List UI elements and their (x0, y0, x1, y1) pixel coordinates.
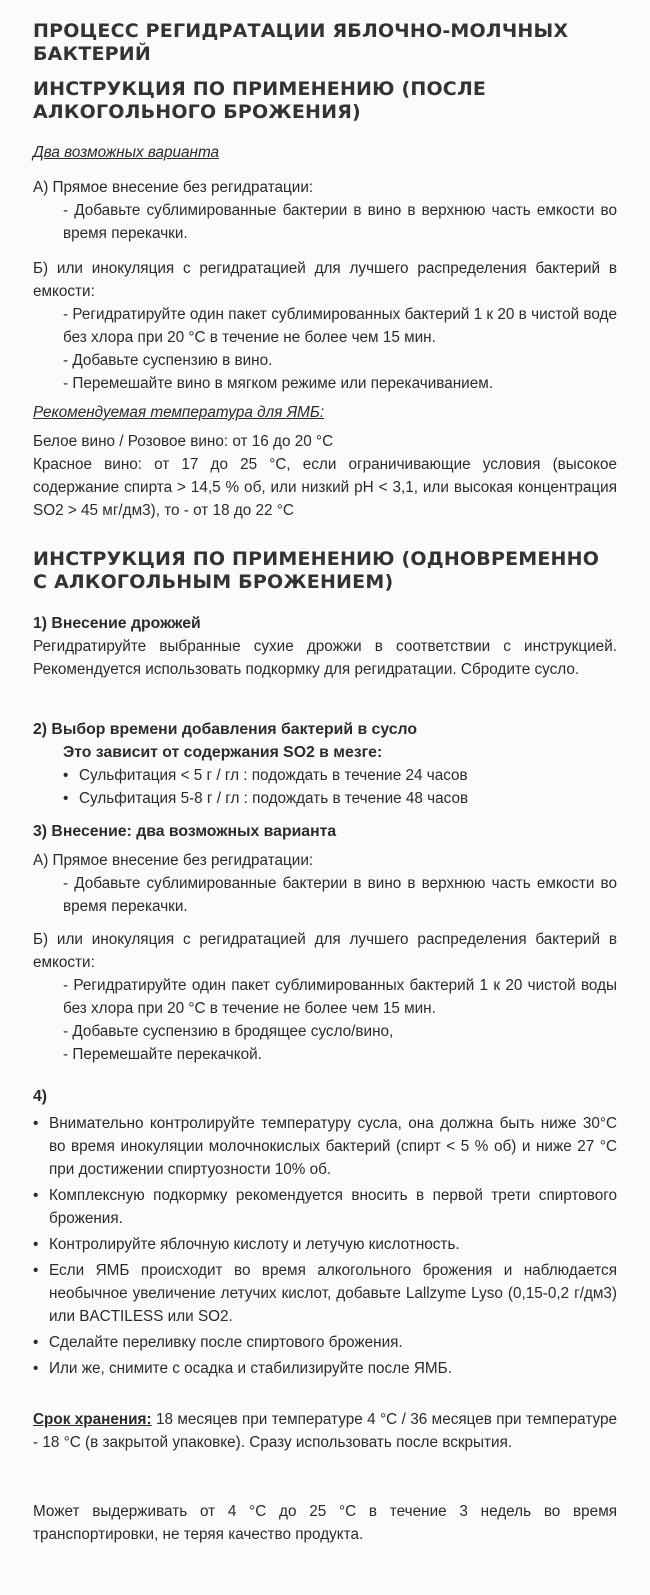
bullet-icon: • (33, 1360, 39, 1377)
temperature-title: Рекомендуемая температура для ЯМБ: (33, 404, 325, 421)
bullet-icon: • (33, 1187, 39, 1204)
step1 (33, 612, 617, 681)
list-item: • Сделайте переливку после спиртового брожения. (33, 1331, 617, 1354)
bullet-icon: • (33, 1334, 39, 1351)
step3-option-a-label: А) Прямое внесение без регидратации: (33, 852, 314, 869)
bullet-icon: • (63, 790, 69, 807)
step3-option-b-item: - Регидратируйте один пакет сублимированных бактерий 1 к 20 чистой воды без хлора при 20 °С в течение не более чем 15 мин. (63, 977, 617, 1017)
temperature-white: Белое вино / Розовое вино: от 16 до 20 °С (33, 433, 334, 450)
step3-option-a-item: - Добавьте сублимированные бактерии в вино в верхнюю часть емкости во время перекачки. (63, 875, 617, 915)
step3-option-b-item: - Перемешайте перекачкой. (63, 1046, 262, 1063)
option-b-label: Б) или инокуляция с регидратацией для лучшего распределения бактерий в емкости: (33, 260, 617, 300)
step3-option-b-item: - Добавьте суспензию в бродящее сусло/вино, (63, 1023, 394, 1040)
title-after-fermentation: ИНСТРУКЦИЯ ПО ПРИМЕНЕНИЮ (ПОСЛЕ АЛКОГОЛЬНОГО БРОЖЕНИЯ) (33, 78, 487, 123)
transport-block (33, 1500, 617, 1546)
two-options-subtitle: Два возможных варианта (33, 144, 220, 161)
step3-option-b-label: Б) или инокуляция с регидратацией для лучшего распределения бактерий в емкости: (33, 931, 617, 971)
step4 (33, 1085, 617, 1380)
step1-heading: 1) Внесение дрожжей (33, 615, 201, 632)
doc-title (33, 20, 617, 66)
list-item: • Если ЯМБ происходит во время алкогольного брожения и наблюдается необычное увеличение летучих кислот, добавьте Lallzyme Lyso (0,15-0,2 г/дм3) или BACTILESS или SO2. (33, 1259, 617, 1328)
bullet-icon: • (33, 1115, 39, 1132)
step3 (33, 820, 617, 1066)
title-regidration: ПРОЦЕСС РЕГИДРАТАЦИИ ЯБЛОЧНО-МОЛЧНЫХ БАКТЕРИЙ (33, 20, 569, 65)
list-item: • Контролируйте яблочную кислоту и летучую кислотность. (33, 1233, 617, 1256)
list-item: • Сульфитация 5-8 г / гл : подождать в течение 48 часов (33, 787, 617, 810)
list-item: • Сульфитация < 5 г / гл : подождать в течение 24 часов (33, 764, 617, 787)
storage-label: Срок хранения: (33, 1411, 152, 1428)
storage-block (33, 1408, 617, 1454)
list-item: • Или же, снимите с осадка и стабилизируйте после ЯМБ. (33, 1357, 617, 1380)
section-simultaneous (33, 548, 617, 594)
option-b-item: - Регидратируйте один пакет сублимированных бактерий 1 к 20 в чистой воде без хлора при 20 °С в течение не более чем 15 мин. (63, 306, 617, 346)
bullet-icon: • (63, 767, 69, 784)
option-a-label: А) Прямое внесение без регидратации: (33, 179, 314, 196)
bullet-icon: • (33, 1262, 39, 1279)
list-item: • Внимательно контролируйте температуру сусла, она должна быть ниже 30°С во время инокуляции молочнокислых бактерий (спирт < 5 % об) и ниже 27 °С при достижении спиртуозности 10% об. (33, 1112, 617, 1181)
step2-heading: 2) Выбор времени добавления бактерий в сусло (33, 721, 417, 738)
section1-body (33, 141, 617, 522)
storage-text (33, 1408, 617, 1454)
step3-heading: 3) Внесение: два возможных варианта (33, 823, 337, 840)
option-b-item: - Добавьте суспензию в вино. (63, 352, 273, 369)
step4-heading: 4) (33, 1088, 48, 1105)
temperature-red: Красное вино: от 17 до 25 °С, если ограничивающие условия (высокое содержание спирта > 14,5 % об, или низкий рН < 3,1, или высокая концентрация SO2 > 45 мг/дм3), то - от 18 до 22 °С (33, 456, 617, 519)
step2-subheading: Это зависит от содержания SO2 в мезге: (63, 744, 383, 761)
transport-text: Может выдерживать от 4 °С до 25 °С в течение 3 недель во время транспортировки, не теряя качество продукта. (33, 1503, 617, 1543)
title-simultaneous: ИНСТРУКЦИЯ ПО ПРИМЕНЕНИЮ (ОДНОВРЕМЕННО С АЛКОГОЛЬНЫМ БРОЖЕНИЕМ) (33, 548, 600, 593)
section-after-fermentation (33, 78, 617, 124)
bullet-icon: • (33, 1236, 39, 1253)
storage-value: 18 месяцев при температуре 4 °С / 36 месяцев при температуре - 18 °С (в закрытой упаковке). Сразу использовать после вскрытия. (33, 1411, 617, 1451)
step1-text: Регидратируйте выбранные сухие дрожжи в соответствии с инструкцией. Рекомендуется использовать подкормку для регидратации. Сбродите сусло. (33, 638, 617, 678)
option-b-item: - Перемешайте вино в мягком режиме или перекачиванием. (63, 375, 493, 392)
step2 (33, 718, 617, 810)
option-a-item: - Добавьте сублимированные бактерии в вино в верхнюю часть емкости во время перекачки. (63, 202, 617, 242)
list-item: • Комплексную подкормку рекомендуется вносить в первой трети спиртового брожения. (33, 1184, 617, 1230)
